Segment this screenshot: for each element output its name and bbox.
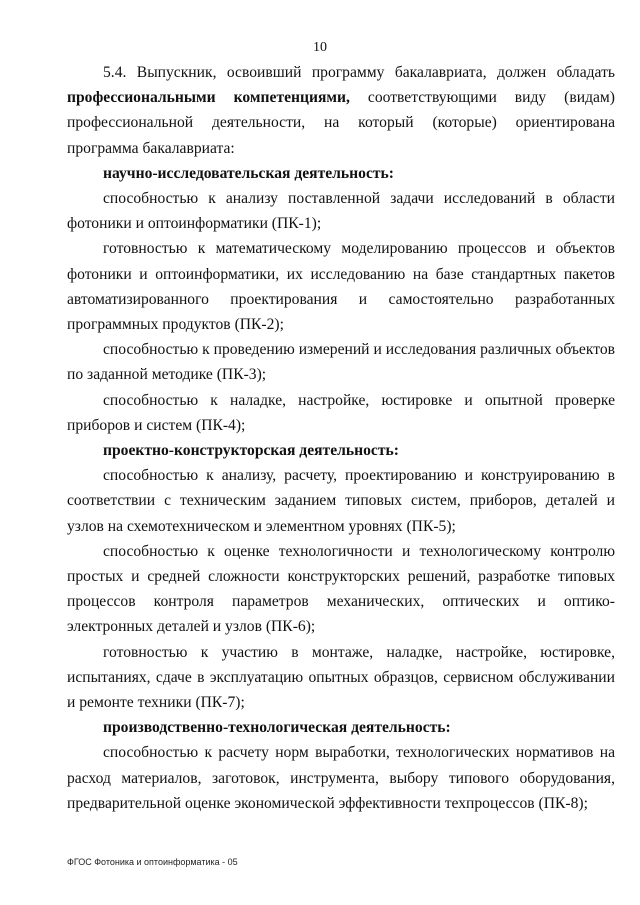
competency-pk7: готовностью к участию в монтаже, наладке, настройке, юстировке, испытаниях, сдаче в эксплуатацию опытных образцов, сервисном обслуживании и ремонте техники (ПК-7);: [67, 643, 615, 712]
page-number: 10: [313, 40, 327, 55]
competency-pk4: способностью к наладке, настройке, юстировке и опытной проверке приборов и систем (ПК-4);: [67, 391, 615, 434]
competency-pk8: способностью к расчету норм выработки, технологических нормативов на расход материалов, заготовок, инструмента, выбору типового оборудования, предварительной оценке экономической эффективности техпроцессов (ПК-8);: [67, 744, 615, 812]
intro-tail: соответствующими виду (видам) профессиональной деятельности, на который (которые) ориентирована программа бакалавриата:: [67, 89, 615, 157]
section-heading-research: научно-исследовательская деятельность:: [103, 164, 394, 182]
section-heading-design: проектно-конструкторская деятельность:: [103, 442, 399, 460]
intro-lead: 5.4. Выпускник, освоивший программу бакалавриата, должен обладать: [103, 64, 615, 81]
competency-pk5: способностью к анализу, расчету, проектированию и конструированию в соответствии с техническим заданием типовых систем, приборов, деталей и узлов на схемотехническом и элементном уровнях (ПК-5);: [67, 467, 615, 535]
document-body: [67, 60, 615, 816]
section-heading-production: производственно-технологическая деятельность:: [103, 719, 451, 737]
competency-pk3: способностью к проведению измерений и исследования различных объектов по заданной методике (ПК-3);: [67, 341, 615, 384]
competency-pk2: готовностью к математическому моделированию процессов и объектов фотоники и оптоинформатики, их исследованию на базе стандартных пакетов автоматизированного проектирования и самостоятельно разработанных программных продуктов (ПК-2);: [67, 240, 615, 334]
competency-pk1: способностью к анализу поставленной задачи исследований в области фотоники и оптоинформатики (ПК-1);: [67, 190, 615, 233]
intro-paragraph: [67, 60, 615, 161]
intro-bold-term: профессиональными компетенциями,: [67, 89, 350, 107]
page-footer: ФГОС Фотоника и оптоинформатика - 05: [67, 857, 238, 867]
competency-pk6: способностью к оценке технологичности и технологическому контролю простых и средней сложности конструкторских решений, разработке типовых процессов контроля параметров механических, оптических и оптико-электронных деталей и узлов (ПК-6);: [67, 542, 615, 636]
